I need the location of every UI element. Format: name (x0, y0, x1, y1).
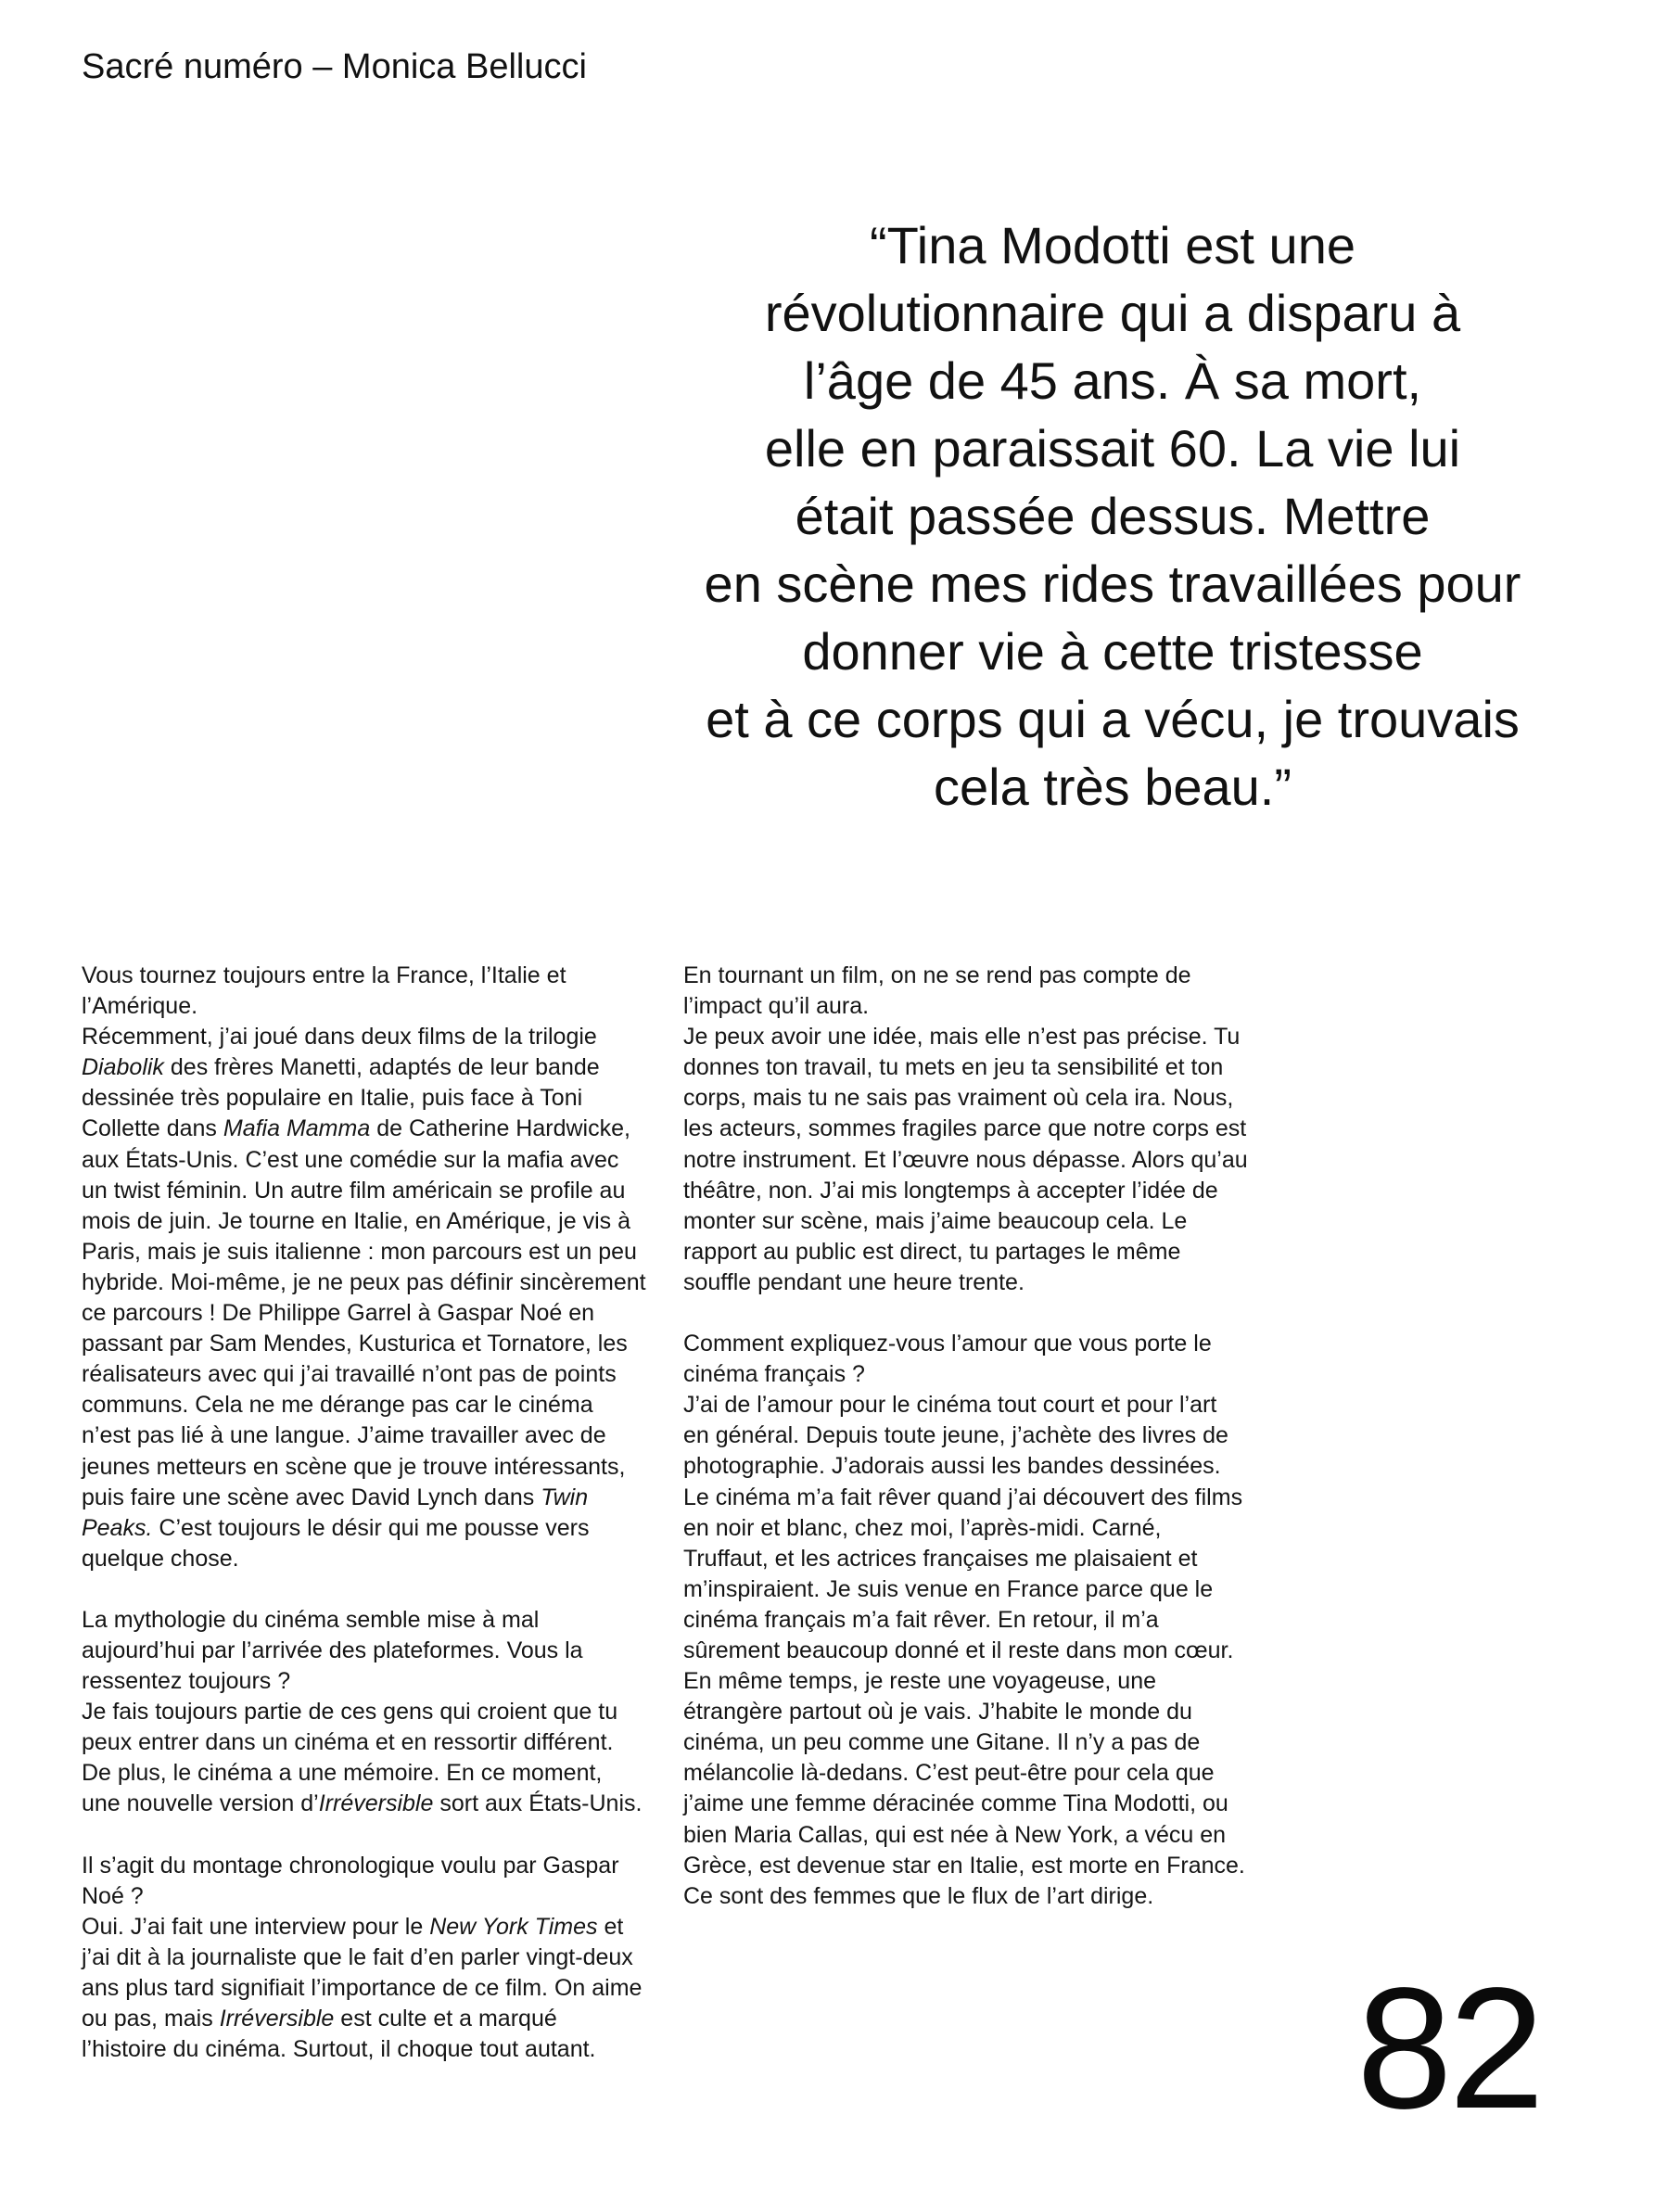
interview-question: En tournant un film, on ne se rend pas compte de l’impact qu’il aura. (683, 962, 1191, 1020)
pull-quote-line: l’âge de 45 ans. À sa mort, (803, 351, 1422, 410)
interview-answer: Je fais toujours partie de ces gens qui croient que tu peux entrer dans un cinéma et en ressortir différent. De plus, le cinéma a une mémoire. En ce moment, une nouvelle version d’Irréversible sort aux États-Unis. (82, 1699, 643, 1817)
film-title: Irréversible (318, 1790, 434, 1817)
interview-question: Comment expliquez-vous l’amour que vous porte le cinéma français ? (683, 1331, 1212, 1388)
pull-quote-line: cela très beau.” (934, 758, 1292, 816)
interview-question: La mythologie du cinéma semble mise à mal aujourd’hui par l’arrivée des plateformes. Vous la ressentez toujours ? (82, 1606, 583, 1695)
interview-column-right (683, 961, 1249, 1912)
interview-answer: J’ai de l’amour pour le cinéma tout court et pour l’art en général. Depuis toute jeune, j’achète des livres de photographie. J’adorais aussi les bandes dessinées. Le cinéma m’a fait rêver quand j’ai découvert des films en noir et blanc, chez moi, l’après-midi. Carné, Truffaut, et les actrices françaises me plaisaient et m’inspiraient. Je suis venue en France parce que le cinéma français m’a fait rêver. En retour, il m’a sûrement beaucoup donné et il reste dans mon cœur. En même temps, je reste une voyageuse, une étrangère partout où je vais. J’habite le monde du cinéma, un peu comme une Gitane. Il n’y a pas de mélancolie là-dedans. C’est peut-être pour cela que j’aime une femme déracinée comme Tina Modotti, ou bien Maria Callas, qui est née à New York, a vécu en Grèce, est devenue star en Italie, est morte en France. Ce sont des femmes que le flux de l’art dirige. (683, 1392, 1245, 1909)
running-title: Sacré numéro – Monica Bellucci (82, 47, 587, 86)
series-title: Twin Peaks. (82, 1484, 589, 1541)
interview-answer: Je peux avoir une idée, mais elle n’est pas précise. Tu donnes ton travail, tu mets en jeu ta sensibilité et ton corps, mais tu ne sais pas vraiment où cela ira. Nous, les acteurs, sommes fragiles parce que notre corps est notre instrument. Et l’œuvre nous dépasse. Alors qu’au théâtre, non. J’ai mis longtemps à accepter l’idée de monter sur scène, mais j’aime beaucoup cela. Le rapport au public est direct, tu partages le même souffle pendant une heure trente. (683, 1024, 1248, 1295)
interview-column-left (82, 961, 647, 2065)
pull-quote (649, 211, 1576, 821)
pull-quote-line: en scène mes rides travaillées pour (704, 554, 1521, 613)
film-title: Diabolik (82, 1054, 164, 1081)
pull-quote-line: était passée dessus. Mettre (795, 487, 1431, 545)
page-number: 82 (1356, 1953, 1541, 2145)
interview-answer: Récemment, j’ai joué dans deux films de la trilogie Diabolik des frères Manetti, adaptés de leur bande dessinée très populaire en Italie, puis face à Toni Collette dans Mafia Mamma de Catherine Hardwicke, aux États-Unis. C’est une comédie sur la mafia avec un twist féminin. Un autre film américain se profile au mois de juin. Je tourne en Italie, en Amérique, je vis à Paris, mais je suis italienne : mon parcours est un peu hybride. Moi-même, je ne peux pas définir sincèrement ce parcours ! De Philippe Garrel à Gaspar Noé en passant par Sam Mendes, Kusturica et Tornatore, les réalisateurs avec qui j’ai travaillé n’ont pas de points communs. Cela ne me dérange pas car le cinéma n’est pas lié à une langue. J’aime travailler avec de jeunes metteurs en scène que je trouve intéressants, puis faire une scène avec David Lynch dans Twin Peaks. C’est toujours le désir qui me pousse vers quelque chose. (82, 1024, 646, 1572)
pull-quote-line: “Tina Modotti est une (870, 216, 1355, 274)
pull-quote-line: et à ce corps qui a vécu, je trouvais (706, 690, 1520, 748)
pull-quote-line: révolutionnaire qui a disparu à (764, 284, 1461, 342)
pull-quote-line: donner vie à cette tristesse (802, 622, 1423, 681)
publication-title: New York Times (429, 1913, 598, 1940)
pull-quote-line: elle en paraissait 60. La vie lui (764, 419, 1461, 478)
film-title: Irréversible (219, 2006, 335, 2032)
interview-answer: Oui. J’ai fait une interview pour le New York Times et j’ai dit à la journaliste que le fait d’en parler vingt-deux ans plus tard signifiait l’importance de ce film. On aime ou pas, mais Irréversible est culte et a marqué l’histoire du cinéma. Surtout, il choque tout autant. (82, 1913, 643, 2063)
film-title: Mafia Mamma (223, 1115, 371, 1142)
interview-question: Vous tournez toujours entre la France, l’Italie et l’Amérique. (82, 962, 566, 1020)
interview-question: Il s’agit du montage chronologique voulu par Gaspar Noé ? (82, 1852, 619, 1909)
